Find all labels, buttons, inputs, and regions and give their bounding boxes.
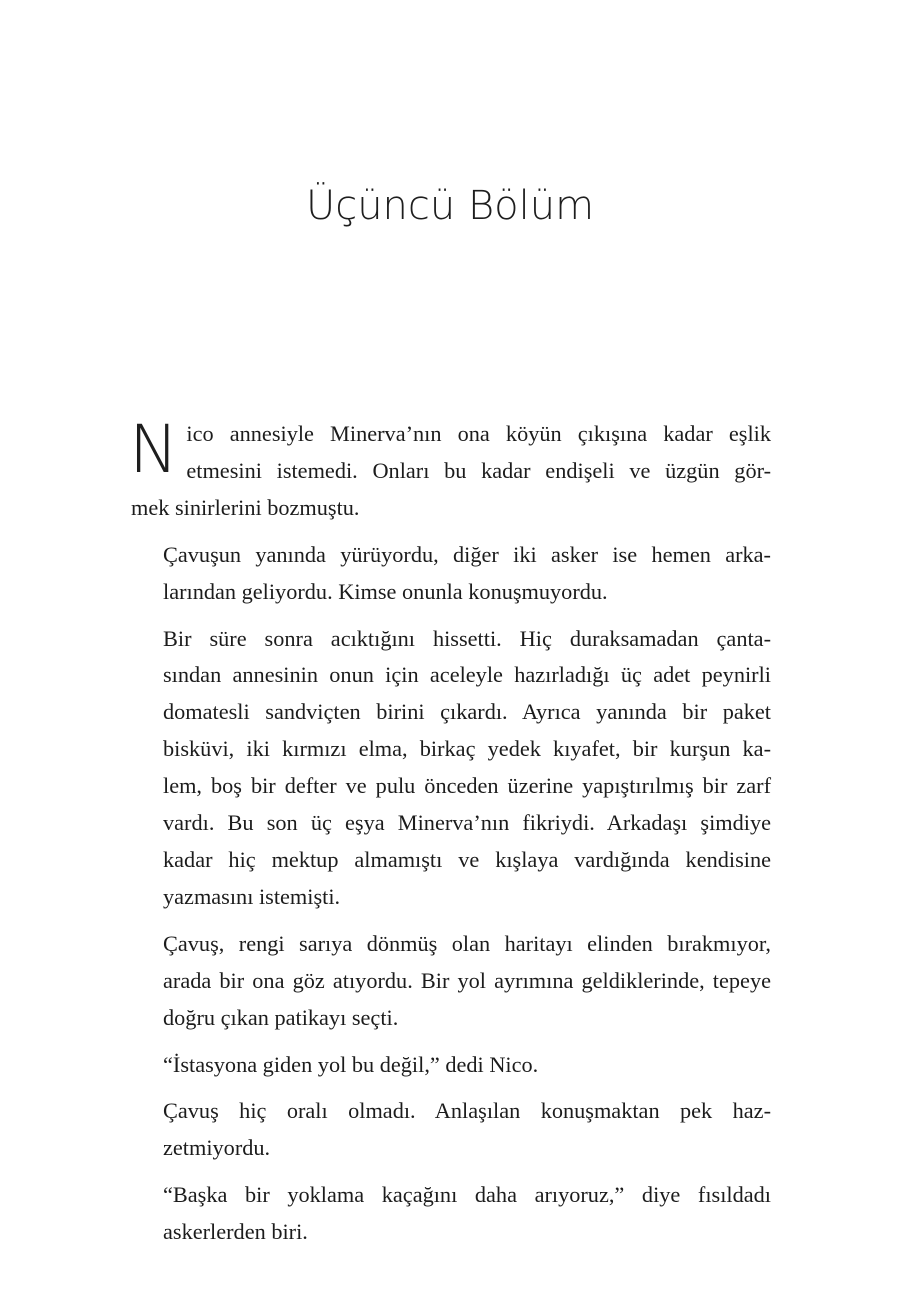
text-line: zetmiyordu. [163, 1135, 271, 1161]
text-line: larından geliyordu. Kimse onunla konuşmuyordu. [163, 578, 608, 604]
text-line: Bir süre sonra acıktığını hissetti. Hiç duraksamadan çanta- [163, 625, 771, 651]
text-line: “Başka bir yoklama kaçağını daha arıyoruz,” diye fısıldadı [163, 1182, 771, 1208]
paragraph [131, 1047, 771, 1084]
text-line: Çavuş, rengi sarıya dönmüş olan haritayı elinden bırakmıyor, [163, 930, 771, 956]
text-line: mek sinirlerini bozmuştu. [131, 494, 360, 520]
text-line: domatesli sandviçten birini çıkardı. Ayrıca yanında bir paket [163, 699, 771, 725]
paragraph [131, 926, 771, 1037]
drop-cap: N [129, 411, 179, 488]
text-line: vardı. Bu son üç eşya Minerva’nın fikriydi. Arkadaşı şimdiye [163, 810, 771, 836]
paragraph [129, 411, 771, 527]
text-line: lem, boş bir defter ve pulu önceden üzerine yapıştırılmış bir zarf [163, 773, 771, 799]
text-line: Çavuş hiç oralı olmadı. Anlaşılan konuşmaktan pek haz- [163, 1098, 771, 1124]
paragraph [131, 537, 771, 611]
paragraph [131, 621, 771, 916]
text-line: yazmasını istemişti. [163, 883, 341, 909]
chapter-title: Üçüncü Bölüm [305, 183, 595, 229]
paragraph [131, 1093, 771, 1167]
text-line: doğru çıkan patikayı seçti. [163, 1004, 399, 1030]
text-line: etmesini istemedi. Onları bu kadar endişeli ve üzgün gör- [186, 457, 771, 483]
text-line: kadar hiç mektup almamıştı ve kışlaya vardığında kendisine [163, 846, 771, 872]
text-line: bisküvi, iki kırmızı elma, birkaç yedek kıyafet, bir kurşun ka- [163, 736, 771, 762]
paragraph [131, 1177, 771, 1251]
text-line: sından annesinin onun için aceleyle hazırladığı üç adet peynirli [163, 662, 771, 688]
text-line: Çavuşun yanında yürüyordu, diğer iki asker ise hemen arka- [163, 541, 771, 567]
chapter-body [129, 411, 771, 1251]
text-line: arada bir ona göz atıyordu. Bir yol ayrımına geldiklerinde, tepeye [163, 967, 771, 993]
text-line: ico annesiyle Minerva’nın ona köyün çıkışına kadar eşlik [186, 421, 771, 446]
text-line: “İstasyona giden yol bu değil,” dedi Nico. [163, 1051, 539, 1077]
text-line: askerlerden biri. [163, 1219, 308, 1245]
